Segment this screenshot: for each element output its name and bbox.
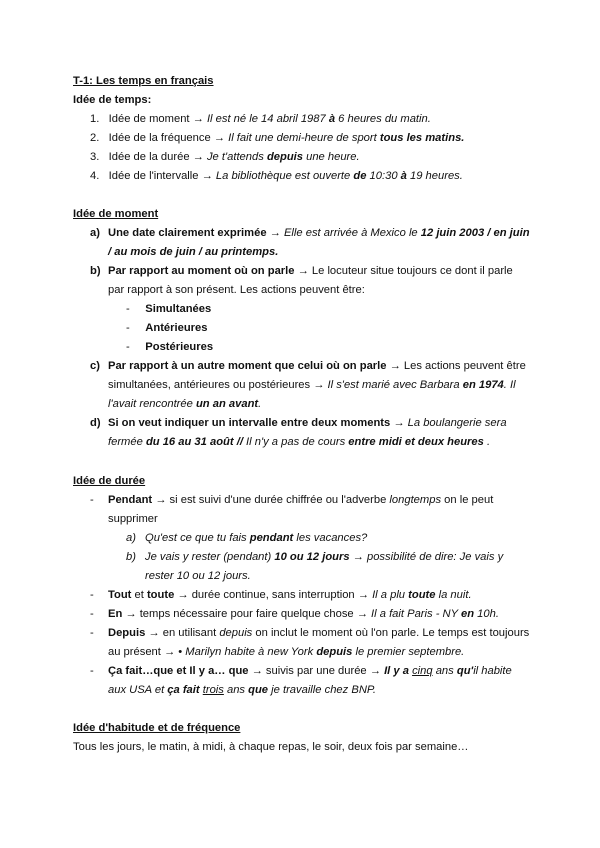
temps-heading: Idée de temps: [73,94,152,106]
temps-item: 3. Idée de la durée → Je t'attends depuis une heure. [90,151,360,163]
bullet-dash: - [90,627,94,639]
bullet-dash: - [90,494,94,506]
pendant-sub-b: Je vais y rester (pendant) 10 ou 12 jours → possibilité de dire: Je vais y [145,551,504,563]
cafait-line1: Ça fait…que et Il y a… que → suivis par une durée → Il y a cinq ans qu'il habite [108,665,512,677]
temps-item: 4. Idée de l'intervalle → La bibliothèque est ouverte de 10:30 à 19 heures. [90,170,463,182]
depuis-line2: au présent → • Marilyn habite à new York depuis le premier septembre. [108,646,465,658]
page-title: T-1: Les temps en français [73,75,214,87]
moment-a-line1: Une date clairement exprimée → Elle est arrivée à Mexico le 12 juin 2003 / en juin [108,227,530,239]
habitude-heading: Idée d'habitude et de fréquence [73,722,241,734]
moment-d-line1: Si on veut indiquer un intervalle entre deux moments → La boulangerie sera [108,417,507,429]
bullet-dash: - [90,608,94,620]
depuis-line1: Depuis → en utilisant depuis on inclut le moment où l'on parle. Le temps est toujours [108,627,530,639]
tout-line: Tout et toute → durée continue, sans interruption → Il a plu toute la nuit. [108,589,472,601]
moment-a-letter: a) [90,227,100,239]
moment-c-line2: simultanées, antérieures ou postérieures → Il s'est marié avec Barbara en 1974. Il [108,379,516,391]
pendant-sub-letter: b) [126,551,136,563]
pendant-sub-letter: a) [126,532,136,544]
pendant-sub-b-line2: rester 10 ou 12 jours. [145,570,251,582]
moment-b-letter: b) [90,265,101,277]
moment-c-line1: Par rapport à un autre moment que celui où on parle → Les actions peuvent être [108,360,526,372]
cafait-line2: aux USA et ça fait trois ans que je travaille chez BNP. [108,684,377,696]
temps-item: 2. Idée de la fréquence → Il fait une demi-heure de sport tous les matins. [90,132,465,144]
moment-d-line2: fermée du 16 au 31 août // Il n'y a pas de cours entre midi et deux heures . [108,436,491,448]
duree-heading: Idée de durée [73,475,146,487]
bullet-item: - Postérieures [126,341,214,353]
bullet-dash: - [90,589,94,601]
bullet-item: - Simultanées [126,303,212,315]
en-line: En → temps nécessaire pour faire quelque chose → Il a fait Paris - NY en 10h. [108,608,499,620]
moment-b-line2: par rapport à son présent. Les actions peuvent être: [108,284,365,296]
moment-c-line3: l'avait rencontrée un an avant. [108,398,262,410]
moment-b-line1: Par rapport au moment où on parle → Le locuteur situe toujours ce dont il parle [108,265,513,277]
pendant-line2: supprimer [108,513,158,525]
bullet-item: - Antérieures [126,322,208,334]
moment-c-letter: c) [90,360,100,372]
habitude-text: Tous les jours, le matin, à midi, à chaque repas, le soir, deux fois par semaine… [73,741,469,753]
pendant-line1: Pendant → si est suivi d'une durée chiffrée ou l'adverbe longtemps on le peut [108,494,494,506]
pendant-sub-a: Qu'est ce que tu fais pendant les vacances? [145,532,368,544]
moment-d-letter: d) [90,417,101,429]
bullet-dash: - [90,665,94,677]
moment-a-line2: / au mois de juin / au printemps. [108,246,279,258]
moment-heading: Idée de moment [73,208,159,220]
temps-item: 1. Idée de moment → Il est né le 14 abril 1987 à 6 heures du matin. [90,113,431,125]
